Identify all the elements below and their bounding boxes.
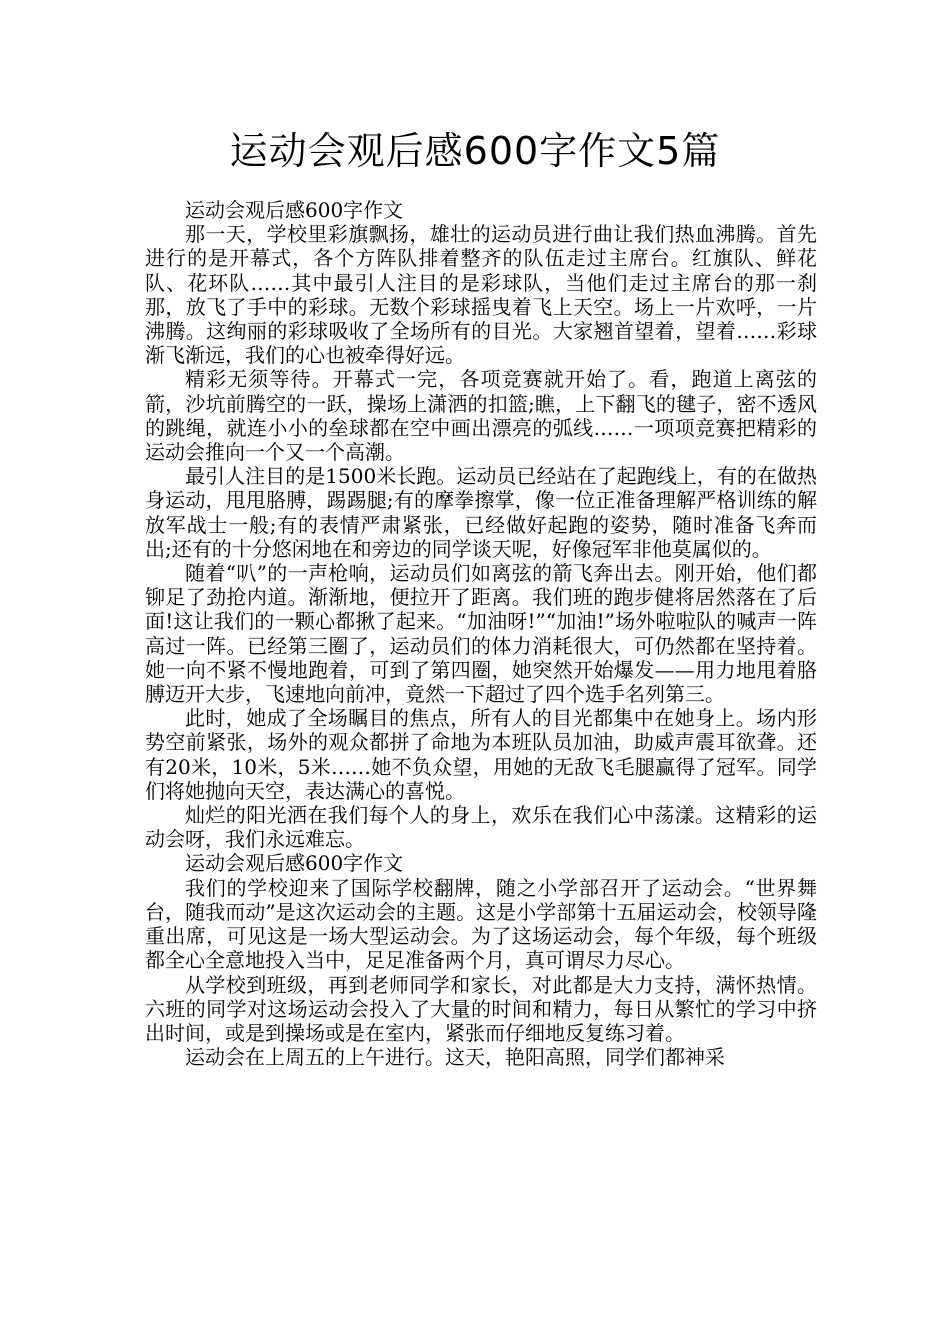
essay-heading: 运动会观后感600字作文 — [185, 198, 404, 222]
essay-heading: 运动会观后感600字作文 — [185, 851, 404, 876]
document-body — [145, 198, 817, 1069]
paragraph: 精彩无须等待。开幕式一完，各项竞赛就开始了。看，跑道上离弦的箭，沙坑前腾空的一跃，操场上潇洒的扣篮;瞧，上下翻飞的毽子，密不透风的跳绳，就连小小的垒球都在空中画出漂亮的弧线……一项项竞赛把精彩的运动会推向一个又一个高潮。 — [145, 367, 817, 465]
paragraph: 灿烂的阳光洒在我们每个人的身上，欢乐在我们心中荡漾。这精彩的运动会呀，我们永远难忘。 — [145, 803, 817, 852]
paragraph: 从学校到班级，再到老师同学和家长，对此都是大力支持，满怀热情。六班的同学对这场运动会投入了大量的时间和精力，每日从繁忙的学习中挤出时间，或是到操场或是在室内，紧张而仔细地反复练习着。 — [145, 972, 817, 1045]
paragraph: 最引人注目的是1500米长跑。运动员已经站在了起跑线上，有的在做热身运动，甩甩胳膊，踢踢腿;有的摩拳擦掌，像一位正准备理解严格训练的解放军战士一般;有的表情严肃紧张，已经做好起跑的姿势，随时准备飞奔而出;还有的十分悠闲地在和旁边的同学谈天呢，好像冠军非他莫属似的。 — [145, 464, 817, 561]
paragraph: 运动会在上周五的上午进行。这天，艳阳高照，同学们都神采 — [185, 1045, 725, 1070]
paragraph: 随着“叭”的一声枪响，运动员们如离弦的箭飞奔出去。刚开始，他们都铆足了劲抢内道。渐渐地，便拉开了距离。我们班的跑步健将居然落在了后面!这让我们的一颗心都揪了起来。“加油呀!”“加油!”场外啦啦队的喊声一阵高过一阵。已经第三圈了，运动员们的体力消耗很大，可仍然都在坚持着。她一向不紧不慢地跑着，可到了第四圈，她突然开始爆发——用力地甩着胳膊迈开大步，飞速地向前冲，竟然一下超过了四个选手名列第三。 — [145, 561, 817, 707]
document-title: 运动会观后感600字作文5篇 — [229, 129, 721, 173]
paragraph: 那一天，学校里彩旗飘扬，雄壮的运动员进行曲让我们热血沸腾。首先进行的是开幕式，各个方阵队排着整齐的队伍走过主席台。红旗队、鲜花队、花环队……其中最引人注目的是彩球队，当他们走过主席台的那一刹那，放飞了手中的彩球。无数个彩球摇曳着飞上天空。场上一片欢呼，一片沸腾。这绚丽的彩球吸收了全场所有的目光。大家翘首望着，望着……彩球渐飞渐远，我们的心也被牵得好远。 — [145, 222, 817, 368]
paragraph: 我们的学校迎来了国际学校翻牌，随之小学部召开了运动会。“世界舞台，随我而动”是这次运动会的主题。这是小学部第十五届运动会，校领导隆重出席，可见这是一场大型运动会。为了这场运动会，每个年级，每个班级都全心全意地投入当中，足足准备两个月，真可谓尽力尽心。 — [145, 875, 817, 973]
paragraph: 此时，她成了全场瞩目的焦点，所有人的目光都集中在她身上。场内形势空前紧张，场外的观众都拼了命地为本班队员加油，助威声震耳欲聋。还有20米，10米，5米……她不负众望，用她的无敌飞毛腿赢得了冠军。同学们将她抛向天空，表达满心的喜悦。 — [145, 706, 817, 803]
